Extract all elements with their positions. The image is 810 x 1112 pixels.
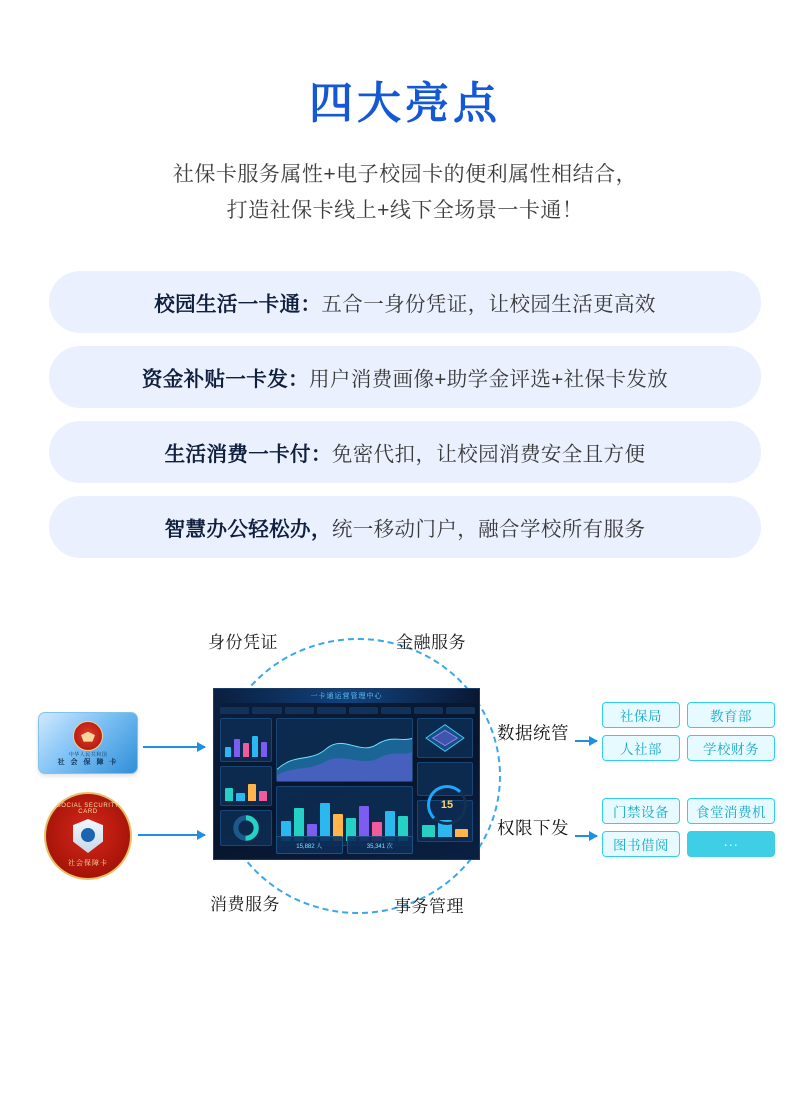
dashboard-kpi-row bbox=[276, 836, 413, 854]
tag-more[interactable]: ··· bbox=[687, 831, 775, 857]
arrow-seal-to-dashboard bbox=[138, 834, 205, 836]
highlight-rest-3: 免密代扣，让校园消费安全且方便 bbox=[331, 443, 646, 467]
circle-label-affairs: 事务管理 bbox=[394, 897, 464, 917]
id-card-nation-text: 中华人民共和国 bbox=[68, 752, 108, 759]
highlight-lead-3: 生活消费一卡付： bbox=[164, 443, 332, 467]
tag-jiaoyubu[interactable]: 教育部 bbox=[687, 702, 775, 728]
page-root bbox=[0, 78, 810, 1112]
dashboard-left-column bbox=[220, 718, 272, 853]
circle-label-finance: 金融服务 bbox=[396, 633, 466, 653]
tag-shitangxiaofeiji[interactable]: 食堂消费机 bbox=[687, 798, 775, 824]
tag-tushujieyue[interactable]: 图书借阅 bbox=[602, 831, 680, 857]
mini-bar-chart-2 bbox=[225, 778, 267, 801]
circle-label-consumption: 消费服务 bbox=[210, 895, 280, 915]
highlight-item-1 bbox=[49, 271, 761, 333]
dashboard-screenshot bbox=[213, 688, 480, 860]
dashboard-kpi-1: 15,882 人 bbox=[276, 836, 343, 854]
circle-label-identity: 身份凭证 bbox=[208, 633, 278, 653]
highlight-rest-2: 用户消费画像+助学金评选+社保卡发放 bbox=[309, 368, 669, 392]
radar-chart bbox=[418, 719, 472, 757]
mini-bar-chart bbox=[225, 732, 267, 757]
seal-ring-text: SOCIAL SECURITY CARD bbox=[56, 803, 120, 816]
arrow-idcard-to-dashboard bbox=[143, 746, 205, 748]
mini-pie-chart bbox=[221, 811, 271, 845]
tag-group-permission bbox=[602, 798, 775, 857]
dashboard-top-tabs bbox=[220, 707, 475, 714]
social-security-seal-graphic bbox=[44, 792, 132, 880]
subtitle-line-1: 社保卡服务属性+电子校园卡的便利属性相结合， bbox=[172, 162, 638, 186]
dashboard-widget-left-3 bbox=[220, 810, 272, 846]
dashboard-widget-left-2 bbox=[220, 766, 272, 806]
page-title: 四大亮点 bbox=[309, 79, 501, 128]
dashboard-title: 一卡通运营管理中心 bbox=[214, 689, 479, 703]
tag-xuexiaocaiwu[interactable]: 学校财务 bbox=[687, 735, 775, 761]
dashboard-area-chart bbox=[276, 718, 413, 782]
highlight-item-3 bbox=[49, 421, 761, 483]
side-label-data-governance: 数据统管 bbox=[497, 723, 569, 744]
area-chart-svg bbox=[277, 719, 412, 781]
dashboard-kpi-2: 35,341 次 bbox=[347, 836, 414, 854]
highlight-rest-1: 五合一身份凭证，让校园生活更高效 bbox=[321, 293, 656, 317]
highlight-rest-4: 统一移动门户，融合学校所有服务 bbox=[331, 518, 646, 542]
side-label-permission-dispatch: 权限下发 bbox=[497, 818, 569, 839]
dashboard-widget-right-1 bbox=[417, 718, 473, 758]
seal-bottom-text: 社会保障卡 bbox=[68, 860, 108, 868]
national-emblem-icon bbox=[73, 721, 103, 751]
dashboard-main-column bbox=[276, 718, 413, 853]
arrow-dashboard-to-permission bbox=[575, 835, 597, 837]
dashboard-gauge: 15 bbox=[427, 785, 467, 825]
highlight-lead-4: 智慧办公轻松办， bbox=[164, 518, 332, 542]
shield-icon bbox=[73, 819, 103, 853]
id-card-number-text: 社 会 保 障 卡 bbox=[57, 759, 119, 767]
page-subtitle bbox=[0, 157, 810, 229]
tag-group-data-governance bbox=[602, 702, 775, 761]
highlight-list bbox=[0, 271, 810, 558]
subtitle-line-2: 打造社保卡线上+线下全场景一卡通！ bbox=[226, 198, 584, 222]
tag-shebaoju[interactable]: 社保局 bbox=[602, 702, 680, 728]
highlight-lead-1: 校园生活一卡通： bbox=[154, 293, 322, 317]
arrow-dashboard-to-data bbox=[575, 740, 597, 742]
main-bar-chart bbox=[281, 796, 408, 841]
ecosystem-diagram bbox=[0, 620, 810, 960]
dashboard-widget-left-1 bbox=[220, 718, 272, 762]
highlight-lead-2: 资金补贴一卡发： bbox=[141, 368, 310, 392]
tag-renshebu[interactable]: 人社部 bbox=[602, 735, 680, 761]
highlight-item-4 bbox=[49, 496, 761, 558]
id-card-graphic bbox=[38, 712, 138, 774]
highlight-item-2 bbox=[49, 346, 761, 408]
tag-menjinshebei[interactable]: 门禁设备 bbox=[602, 798, 680, 824]
